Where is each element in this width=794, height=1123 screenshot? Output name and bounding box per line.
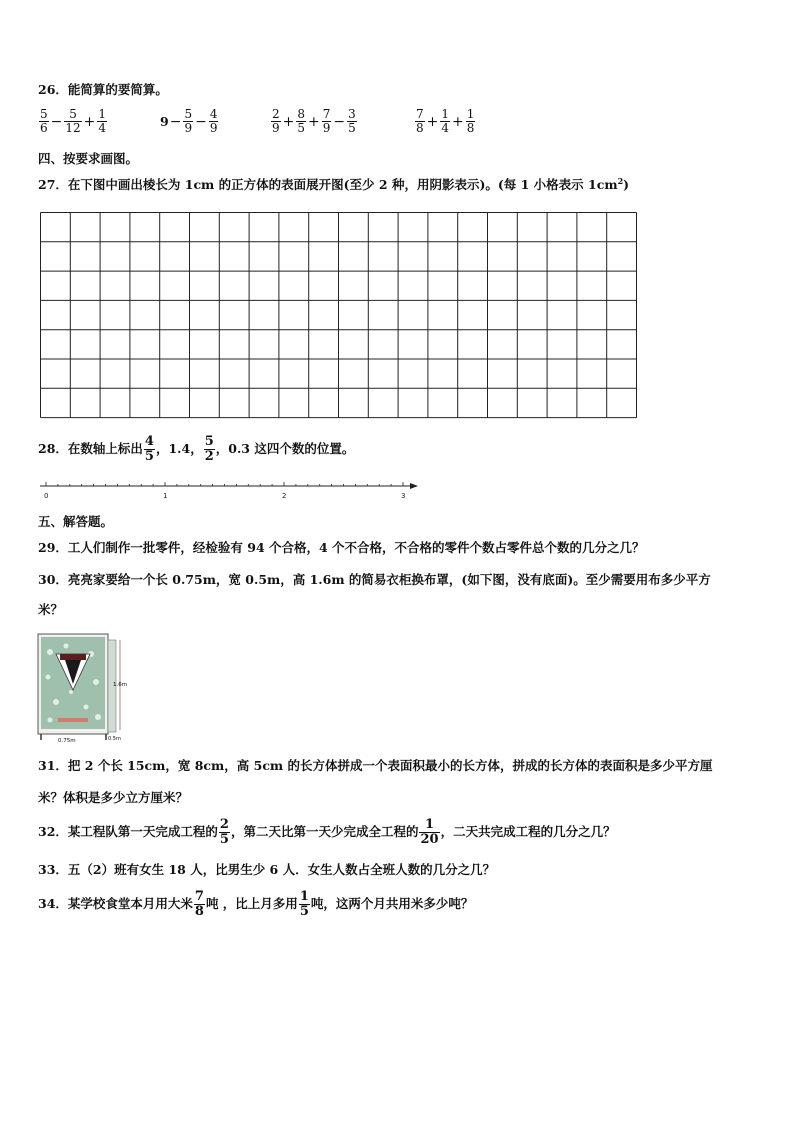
fraction: $\frac{7}{8}$	[194, 889, 204, 920]
q32-text: 32．某工程队第一天完成工程的 $\frac{2}{5}$ ，第二天比第一天少完成全工程的 $\frac{1}{20}$ ，二天共完成工程的几分之几？	[38, 817, 616, 848]
fraction: $\frac{5}{6}$	[40, 107, 48, 136]
fraction: $\frac{1}{8}$	[466, 107, 475, 136]
length-label: 0.75m	[58, 738, 76, 744]
q34-text: 34．某学校食堂本月用大米 $\frac{7}{8}$ 吨 ，比上月多用 $\frac{1}{5}$ 吨，这两个月共用米多少吨？	[38, 889, 474, 920]
fraction: $\frac{3}{5}$	[348, 107, 356, 136]
fraction: $\frac{1}{4}$	[98, 107, 107, 136]
fraction: $\frac{1}{20}$	[420, 817, 439, 848]
section-5-heading: 五、解答题。	[38, 514, 114, 529]
fraction: $\frac{1}{4}$	[441, 107, 450, 136]
fraction: $\frac{5}{9}$	[184, 107, 193, 136]
fraction: $\frac{1}{5}$	[299, 889, 309, 920]
tick-label: 0	[44, 492, 49, 500]
q26-expr-2: 9 − $\frac{5}{9}$ − $\frac{4}{9}$	[160, 107, 218, 136]
fraction: $\frac{8}{5}$	[297, 107, 306, 136]
q26-expr-3: $\frac{2}{9}$ + $\frac{8}{5}$ + $\frac{7}{9}$ − $\frac{3}{5}$	[272, 107, 356, 136]
number-line-arrow	[410, 483, 418, 489]
fraction: $\frac{2}{5}$	[219, 817, 229, 848]
q27-text: 27．在下图中画出棱长为 1cm 的正方体的表面展开图(至少 2 种，用阴影表示)。(每 1 小格表示 $1cm^2$)	[38, 176, 630, 193]
q26-expr-4: $\frac{7}{8}$ + $\frac{1}{4}$ + $\frac{1}{8}$	[416, 107, 475, 136]
q33-text: 33．五（2）班有女生 18 人，比男生少 6 人．女生人数占全班人数的几分之几？	[38, 862, 496, 877]
tick-label: 1	[163, 492, 168, 500]
q29-text: 29．工人们制作一批零件，经检验有 94 个合格，4 个不合格，不合格的零件个数占零件总个数的几分之几？	[38, 540, 645, 555]
q26-expr-1: $\frac{5}{6}$ − $\frac{5}{12}$ + $\frac{1}{4}$	[40, 107, 107, 136]
q31-line-2: 米？体积是多少立方厘米？	[38, 790, 189, 805]
wardrobe-illustration	[36, 632, 132, 744]
fraction: $\frac{4}{5}$	[144, 434, 154, 465]
fraction: $\frac{7}{8}$	[416, 107, 424, 136]
fraction: $\frac{7}{9}$	[322, 107, 331, 136]
fraction: $\frac{5}{12}$	[65, 107, 81, 136]
q30-line-2: 米？	[38, 602, 64, 617]
tick-label: 3	[401, 492, 406, 500]
width-label: 0.5m	[108, 736, 121, 742]
tick-label: 2	[282, 492, 287, 500]
q31-line-1: 31．把 2 个长 15cm，宽 8cm，高 5cm 的长方体拼成一个表面积最小的长方体，拼成的长方体的表面积是多少平方厘	[38, 758, 713, 773]
q28-text: 28．在数轴上标出 $\frac{4}{5}$ ，1.4， $\frac{5}{2}$ ，0.3 这四个数的位置。	[38, 434, 355, 465]
q27-grid[interactable]	[40, 212, 640, 420]
fraction: $\frac{5}{2}$	[204, 434, 214, 465]
section-4-heading: 四、按要求画图。	[38, 151, 139, 166]
fraction: $\frac{2}{9}$	[272, 107, 280, 136]
height-label: 1.6m	[113, 682, 128, 688]
q26-title: 26．能简算的要简算。	[38, 82, 168, 97]
fraction: $\frac{4}{9}$	[209, 107, 218, 136]
q30-line-1: 30．亮亮家要给一个长 0.75m，宽 0.5m，高 1.6m 的简易衣柜换布罩，(如下图，没有底面)。至少需要用布多少平方	[38, 572, 711, 587]
number-line[interactable]	[36, 478, 426, 506]
